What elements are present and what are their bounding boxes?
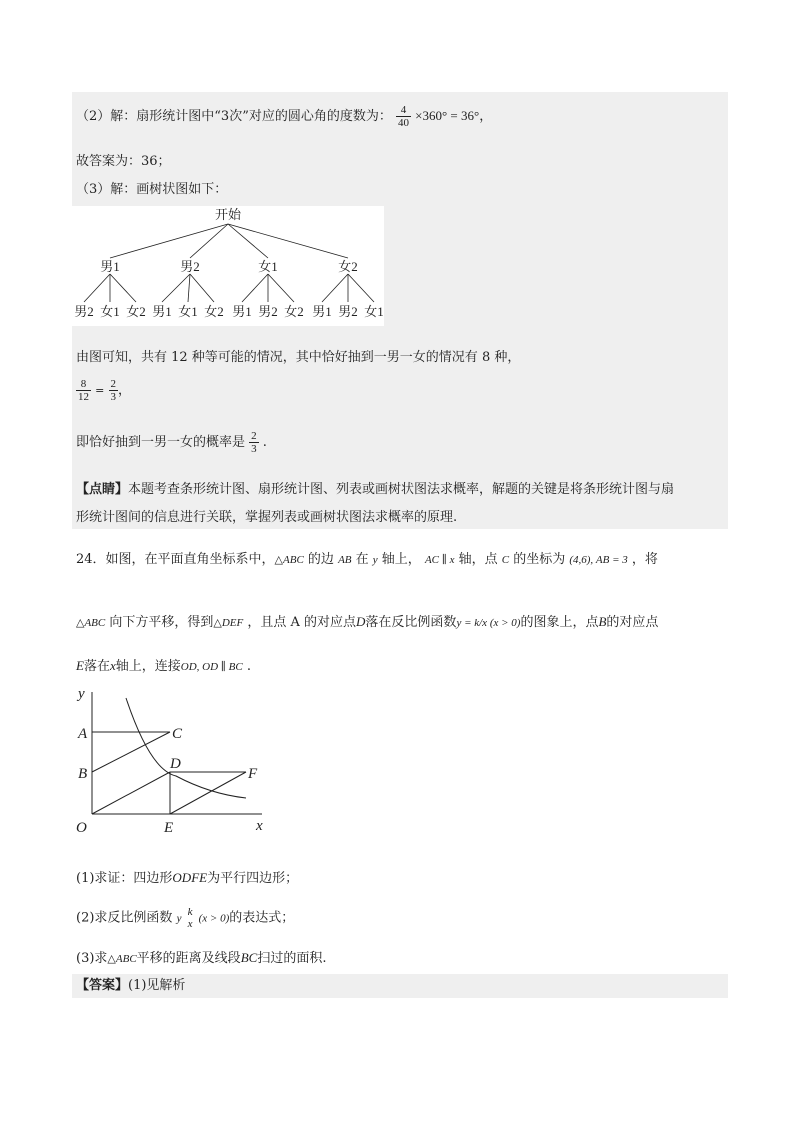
tree-leaf: 女1 — [100, 304, 120, 319]
tree-leaf: 女1 — [178, 304, 198, 319]
tree-root: 开始 — [214, 207, 242, 222]
tree-diagram — [72, 206, 384, 326]
label-C: C — [172, 726, 183, 742]
comment-line-2: 形统计图间的信息进行关联，掌握列表或画树状图法求概率的原理. — [76, 510, 458, 525]
tree-leaf: 女2 — [284, 304, 304, 319]
part2-line: （2）解：扇形统计图中“3次”对应的圆心角的度数为： $\frac{4}{40}$ ×360° = 36°， — [76, 104, 493, 129]
answer-line: 【答案】(1)见解析 — [76, 978, 186, 993]
conclusion-line: 即恰好抽到一男一女的概率是 $\frac{2}{3}$ . — [76, 430, 267, 455]
q24-line-1: 24．如图，在平面直角坐标系中，△ABC 的边 AB 在 y 轴上， AC ∥ x 轴，点 C 的坐标为 (4,6), AB = 3 ，将 — [76, 552, 658, 567]
tree-leaf: 男2 — [74, 304, 94, 319]
subquestion-1: (1)求证：四边形ODFE为平行四边形； — [76, 870, 299, 886]
subquestion-2: (2)求反比例函数 y k x (x > 0)的表达式； — [76, 906, 295, 930]
tree-leaf: 男1 — [232, 304, 252, 319]
tree-leaf: 男2 — [258, 304, 278, 319]
tree-node-4: 女2 — [338, 259, 358, 274]
tree-leaf: 女1 — [364, 304, 384, 319]
analysis-line: 由图可知，共有 12 种等可能的情况，其中恰好抽到一男一女的情况有 8 种， — [76, 350, 521, 365]
part3-line: （3）解：画树状图如下： — [76, 182, 228, 197]
tree-node-3: 女1 — [258, 259, 278, 274]
label-D: D — [170, 756, 181, 772]
tree-node-1: 男1 — [100, 259, 120, 274]
probability-calc: $\frac{8}{12}$ = $\frac{2}{3}$ ， — [78, 378, 132, 403]
label-E: E — [164, 820, 174, 836]
tree-leaf: 男1 — [312, 304, 332, 319]
q24-line-2: △ABC 向下方平移，得到△DEF ，且点 A 的对应点D落在反比例函数y = k/x (x > 0)的图象上，点B的对应点 — [76, 614, 659, 630]
tree-leaf: 女2 — [204, 304, 224, 319]
comment-line-1: 【点睛】本题考查条形统计图、扇形统计图、列表或画树状图法求概率，解题的关键是将条形统计图与扇 — [76, 482, 675, 497]
comment-tag: 【点睛】 — [76, 482, 129, 497]
label-F: F — [248, 766, 258, 782]
tree-node-2: 男2 — [180, 259, 200, 274]
tree-leaf: 女2 — [126, 304, 146, 319]
coordinate-figure — [70, 684, 280, 840]
label-y: y — [78, 686, 85, 702]
label-A: A — [78, 726, 88, 742]
label-x: x — [256, 818, 263, 834]
subquestion-3: (3)求△ABC平移的距离及线段BC扫过的面积. — [76, 950, 327, 966]
tree-leaf: 男1 — [152, 304, 172, 319]
tree-leaf: 男2 — [338, 304, 358, 319]
label-B: B — [78, 766, 88, 782]
label-O: O — [76, 820, 87, 836]
q24-line-3: E落在x轴上，连接OD, OD ∥ BC . — [76, 658, 251, 674]
answer2-line: 故答案为：36； — [76, 154, 171, 169]
fraction-4-40: $\frac{4}{40}$ — [397, 104, 409, 129]
